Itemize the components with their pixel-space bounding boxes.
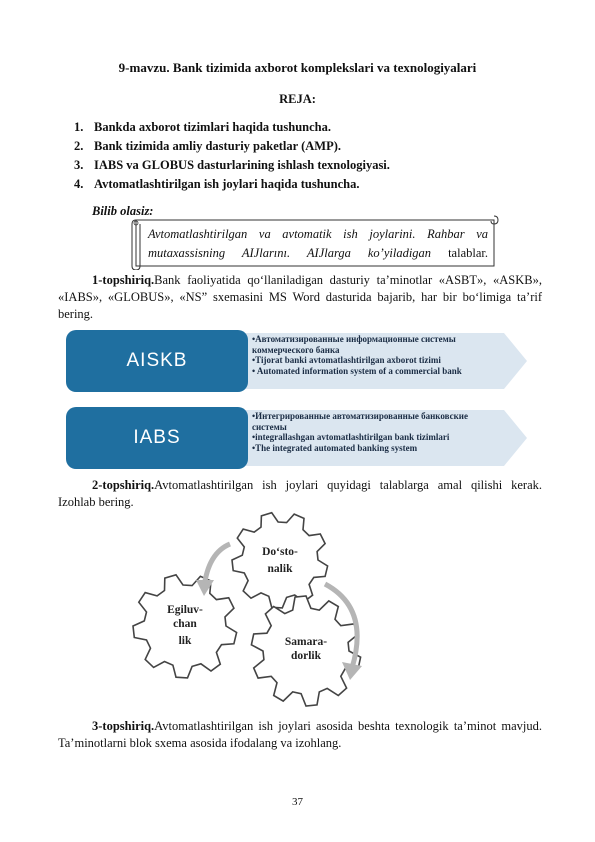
- iabs-line: •Интегрированные автоматизированные банковские: [252, 411, 468, 421]
- scroll-text: [148, 225, 488, 263]
- gear-right-label-2: dorlik: [290, 650, 322, 662]
- gear-top-label-1: Do‘sto-: [262, 546, 298, 558]
- page-title: 9-mavzu. Bank tizimida axborot komplekslari va texnologiyalari: [118, 60, 477, 75]
- iabs-description: [252, 411, 502, 453]
- task3-label: 3-topshiriq.: [92, 719, 155, 733]
- task3-text: Avtomatlashtirilgan ish joylari asosida beshta texnologik ta’minot mavjud. Ta’minotlarni blok sxema asosida ifodalang va izohlang.: [58, 719, 542, 750]
- plan-item-number: 2.: [74, 139, 84, 153]
- gear-left-label-2: chan: [173, 618, 197, 630]
- gear-top: [232, 513, 328, 608]
- plan-item-text: Avtomatlashtirilgan ish joylari haqida tushuncha.: [94, 177, 360, 191]
- plan-item: [74, 175, 390, 194]
- gear-right-label-1: Samara-: [284, 636, 328, 648]
- gear-left-label-1: Egiluv-: [167, 604, 203, 616]
- page-number: 37: [292, 796, 303, 808]
- diagram-band-iabs: [66, 407, 528, 469]
- plan-item-text: Bankda axborot tizimlari haqida tushuncha.: [94, 120, 331, 134]
- plan-item-number: 1.: [74, 120, 84, 134]
- task1-label: 1-topshiriq.: [92, 273, 155, 287]
- aiskb-line: •Автоматизированные информационные системы: [252, 334, 456, 344]
- gear-top-label-2: nalik: [267, 563, 293, 575]
- task2-label: 2-topshiriq.: [92, 478, 155, 492]
- task1-text: Bank faoliyatida qo‘llaniladigan dasturiy ta’minotlar «ASBT», «ASKB», «IABS», «GLOBUS», «NS” sxemasini MS Word dasturida bajarib, har bir bo‘limiga ta’rif bering.: [58, 273, 542, 321]
- iabs-box: IABS: [66, 407, 248, 469]
- plan-item: [74, 118, 390, 137]
- plan-list: [74, 118, 390, 194]
- plan-item-number: 3.: [74, 158, 84, 172]
- iabs-line: системы: [252, 421, 287, 432]
- aiskb-description: [252, 334, 502, 376]
- plan-item: [74, 137, 390, 156]
- iabs-line: •The integrated automated banking system: [252, 442, 418, 453]
- gear-left-label-3: lik: [178, 635, 192, 647]
- aiskb-line: •Tijorat banki avtomatlashtirilgan axborot tizimi: [252, 355, 441, 365]
- diagram-band-aiskb: [66, 330, 528, 392]
- task1-paragraph: [58, 272, 542, 323]
- aiskb-line: коммерческого банка: [252, 344, 340, 355]
- plan-item-number: 4.: [74, 177, 84, 191]
- scroll-tail-text: talablar.: [448, 246, 488, 260]
- aiskb-box: AISKB: [66, 330, 248, 392]
- gears-diagram: [130, 508, 390, 708]
- task2-text: Avtomatlashtirilgan ish joylari quyidagi talablarga amal qilishi kerak. Izohlab bering.: [58, 478, 542, 509]
- plan-item-text: Bank tizimida amliy dasturiy paketlar (AMP).: [94, 139, 341, 153]
- bilib-label: Bilib olasiz:: [92, 204, 154, 218]
- scroll-main-text: Avtomatlashtirilgan va avtomatik ish joylarini. Rahbar va mutaxassisning AIJlarını. AIJlarga ko’yiladigan: [148, 227, 488, 260]
- task3-paragraph: [58, 718, 542, 752]
- plan-item: [74, 156, 390, 175]
- task2-paragraph: [58, 477, 542, 511]
- iabs-line: •integrallashgan avtomatlashtirilgan bank tizimlari: [252, 432, 450, 442]
- gear-top-outline: [232, 513, 328, 608]
- plan-heading: REJA:: [279, 92, 316, 106]
- plan-item-text: IABS va GLOBUS dasturlarining ishlash texnologiyasi.: [94, 158, 390, 172]
- aiskb-line: • Automated information system of a commercial bank: [252, 365, 462, 376]
